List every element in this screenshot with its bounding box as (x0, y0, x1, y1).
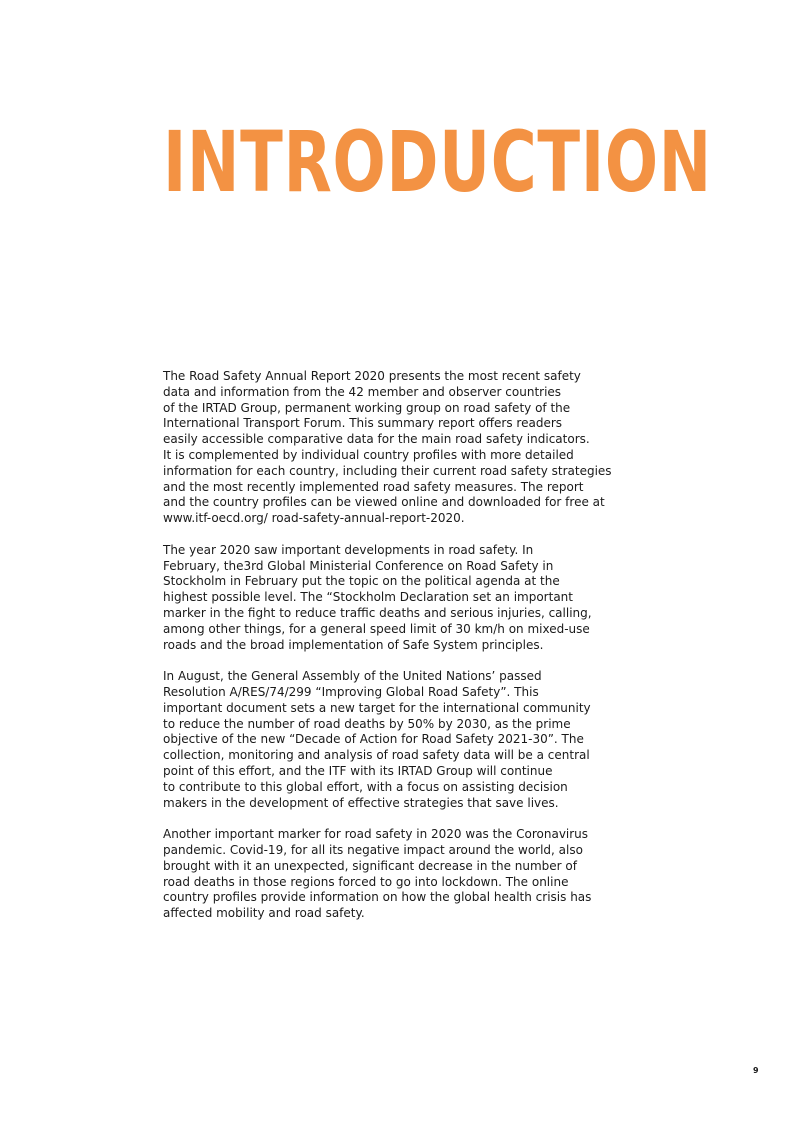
paragraph (163, 827, 603, 922)
text-line: of the IRTAD Group, permanent working group on road safety of the (163, 400, 571, 415)
paragraph (163, 669, 603, 811)
text-line: point of this effort, and the ITF with its IRTAD Group will continue (163, 763, 553, 778)
text-line: February, the3rd Global Ministerial Conference on Road Safety in (163, 558, 554, 573)
text-line: to contribute to this global effort, with a focus on assisting decision (163, 779, 568, 794)
text-line: Resolution A/RES/74/299 “Improving Global Road Safety”. This (163, 684, 539, 699)
text-line: roads and the broad implementation of Safe System principles. (163, 637, 544, 652)
text-line: to reduce the number of road deaths by 50% by 2030, as the prime (163, 716, 571, 731)
text-line: The year 2020 saw important developments in road safety. In (163, 542, 534, 557)
paragraph (163, 369, 612, 527)
page-number: 9 (753, 1066, 759, 1075)
text-line: collection, monitoring and analysis of road safety data will be a central (163, 748, 590, 763)
text-line: and the most recently implemented road safety measures. The report (163, 479, 584, 494)
text-line: country profiles provide information on how the global health crisis has (163, 890, 592, 905)
text-line: and the country profiles can be viewed online and downloaded for free at (163, 495, 605, 510)
text-line: pandemic. Covid-19, for all its negative impact around the world, also (163, 842, 583, 857)
text-line: affected mobility and road safety. (163, 906, 365, 921)
text-line: highest possible level. The “Stockholm Declaration set an important (163, 590, 573, 605)
text-line: www.itf-oecd.org/ road-safety-annual-report-2020. (163, 511, 465, 526)
text-line: objective of the new “Decade of Action for Road Safety 2021-30”. The (163, 732, 584, 747)
text-line: data and information from the 42 member and observer countries (163, 384, 562, 399)
text-line: road deaths in those regions forced to go into lockdown. The online (163, 874, 569, 889)
page-title: INTRODUCTION (163, 113, 712, 211)
text-line: The Road Safety Annual Report 2020 presents the most recent safety (163, 369, 581, 383)
text-line: In August, the General Assembly of the United Nations’ passed (163, 669, 542, 684)
text-line: easily accessible comparative data for the main road safety indicators. (163, 432, 590, 447)
text-line: makers in the development of effective strategies that save lives. (163, 795, 559, 810)
paragraph (163, 543, 603, 654)
text-line: Another important marker for road safety in 2020 was the Coronavirus (163, 827, 589, 842)
text-line: information for each country, including their current road safety strategies (163, 463, 612, 478)
body-text (163, 369, 612, 938)
text-line: among other things, for a general speed limit of 30 km/h on mixed-use (163, 621, 590, 636)
text-line: International Transport Forum. This summary report offers readers (163, 416, 563, 431)
text-line: important document sets a new target for the international community (163, 700, 591, 715)
text-line: brought with it an unexpected, significant decrease in the number of (163, 858, 577, 873)
text-line: Stockholm in February put the topic on the political agenda at the (163, 574, 560, 589)
text-line: marker in the fight to reduce traffic deaths and serious injuries, calling, (163, 605, 592, 620)
text-line: It is complemented by individual country profiles with more detailed (163, 447, 574, 462)
